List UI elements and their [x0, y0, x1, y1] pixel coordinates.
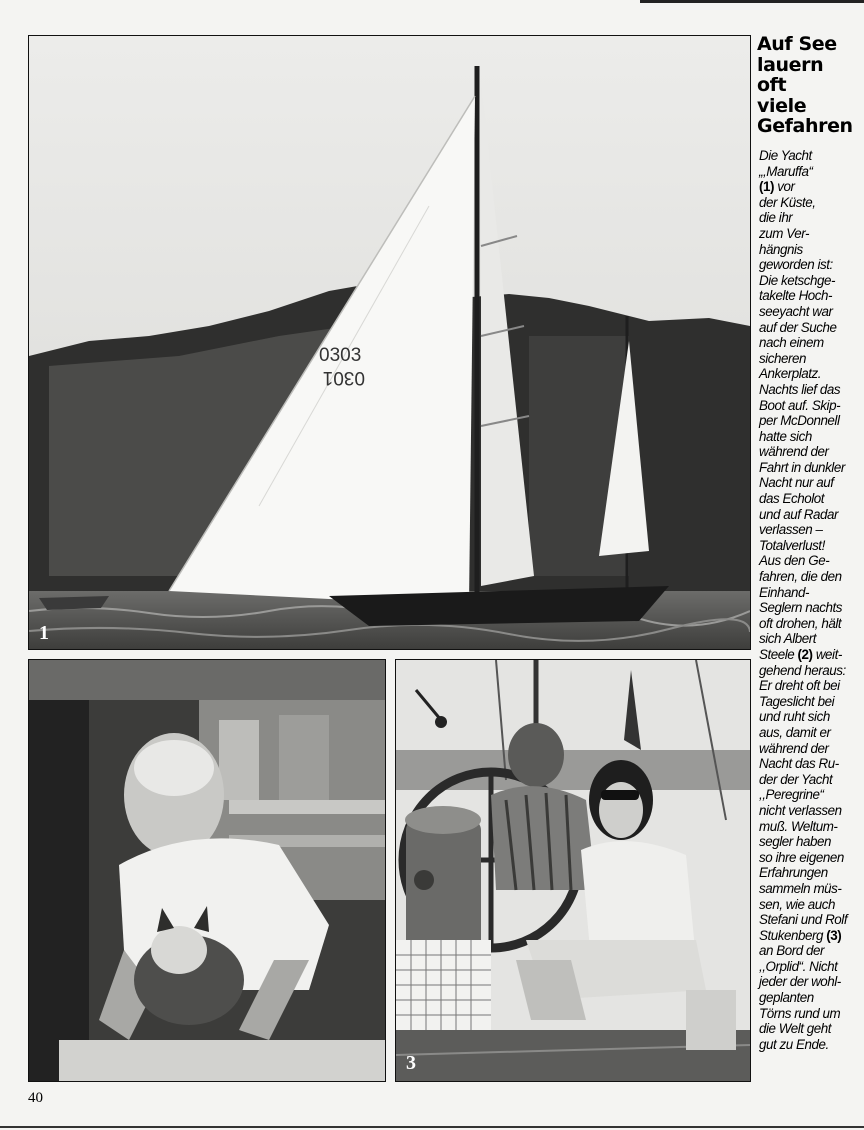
body-line: [759, 1021, 864, 1037]
body-line: [759, 475, 864, 491]
body-text-fragment: Einhand-: [759, 584, 810, 600]
headline-line: oft: [757, 74, 787, 96]
photo-reference: (2): [797, 647, 813, 662]
body-text-fragment: Die Yacht: [759, 148, 812, 163]
body-text-fragment: sammeln müs-: [759, 880, 842, 896]
photo-number-3: 3: [406, 1052, 416, 1074]
yacht-illustration: [29, 36, 750, 649]
body-text-fragment: oft drohen, hält: [759, 615, 842, 631]
body-text-fragment: vor: [774, 179, 795, 195]
body-text-fragment: weit-: [812, 647, 842, 662]
body-line: [759, 195, 864, 211]
body-text-fragment: Die ketschge-: [759, 272, 836, 288]
body-line: [759, 398, 864, 414]
body-line: [759, 631, 864, 647]
body-text-fragment: Stukenberg: [759, 927, 827, 943]
body-text-fragment: per McDonnell: [759, 413, 840, 429]
body-text-fragment: seeyacht war: [759, 303, 833, 319]
sail-number-top: 0303: [319, 345, 362, 366]
body-text-fragment: Seglern nachts: [759, 600, 843, 616]
body-line: [759, 164, 864, 180]
body-text-fragment: nach einem: [759, 335, 824, 351]
body-line: [759, 320, 864, 336]
article-headline: [757, 34, 864, 137]
body-text-fragment: Boot auf. Skip-: [759, 397, 841, 413]
body-text-fragment: Nacht das Ru-: [759, 756, 839, 772]
body-line: [759, 413, 864, 429]
photo-stukenberg-orplid: [395, 659, 751, 1082]
body-line: [759, 179, 864, 195]
body-line: [759, 210, 864, 226]
cabin-illustration: [29, 660, 385, 1081]
body-text-fragment: Nacht nur auf: [759, 475, 834, 491]
body-line: [759, 678, 864, 694]
body-text-fragment: takelte Hoch-: [759, 288, 833, 304]
body-text-fragment: während der: [759, 444, 829, 460]
body-text-fragment: gehend heraus:: [759, 662, 846, 678]
body-text-fragment: „,Maruffa“: [759, 163, 813, 179]
body-text-fragment: Tageslicht bei: [759, 693, 835, 709]
body-line: [759, 273, 864, 289]
body-line: [759, 382, 864, 398]
body-text-fragment: und auf Radar: [759, 506, 839, 522]
body-text-fragment: Fahrt in dunkler: [759, 459, 845, 475]
body-text-fragment: und ruht sich: [759, 709, 830, 725]
page-number: 40: [28, 1090, 43, 1106]
body-line: [759, 553, 864, 569]
body-text-fragment: ,,Orplid“. Nicht: [759, 958, 838, 974]
body-line: [759, 647, 864, 663]
body-line: [759, 304, 864, 320]
body-line: [759, 803, 864, 819]
body-line: [759, 865, 864, 881]
body-text-fragment: Stefani und Rolf: [759, 912, 848, 928]
bottom-rule: [0, 1126, 864, 1128]
body-text-fragment: geworden ist:: [759, 257, 833, 273]
body-text-fragment: nicht verlassen: [759, 802, 842, 818]
body-line: [759, 787, 864, 803]
body-line: [759, 616, 864, 632]
body-text-fragment: sen, wie auch: [759, 896, 836, 912]
body-line: [759, 974, 864, 990]
body-line: [759, 959, 864, 975]
body-line: [759, 288, 864, 304]
body-line: [759, 148, 864, 164]
body-line: [759, 897, 864, 913]
body-line: [759, 351, 864, 367]
body-line: [759, 444, 864, 460]
body-text-fragment: verlassen –: [759, 522, 823, 538]
body-line: [759, 1006, 864, 1022]
body-text-fragment: die Welt geht: [759, 1021, 832, 1037]
body-line: [759, 694, 864, 710]
body-line: [759, 491, 864, 507]
body-line: [759, 756, 864, 772]
body-line: [759, 850, 864, 866]
body-text-fragment: während der: [759, 740, 829, 756]
headline-line: viele: [757, 94, 807, 117]
top-rule: [640, 0, 864, 3]
body-text-fragment: Er dreht oft bei: [759, 678, 840, 694]
headline-line: lauern: [757, 53, 824, 76]
body-line: [759, 242, 864, 258]
body-text-fragment: sicheren: [759, 350, 807, 366]
body-line: [759, 257, 864, 273]
body-line: [759, 912, 864, 928]
body-text-fragment: aus, damit er: [759, 724, 831, 740]
body-text-fragment: gut zu Ende.: [759, 1036, 829, 1052]
body-line: [759, 1037, 864, 1053]
body-text-fragment: hatte sich: [759, 428, 812, 444]
body-text-fragment: jeder der wohl-: [759, 974, 841, 990]
photo-yacht-maruffa: [28, 35, 751, 650]
body-text-fragment: der Küste,: [759, 194, 816, 210]
photo-albert-steele: [28, 659, 386, 1082]
body-text-fragment: muß. Weltum-: [759, 818, 838, 834]
body-text-fragment: das Echolot: [759, 491, 825, 507]
body-text-fragment: auf der Suche: [759, 319, 837, 335]
body-line: [759, 834, 864, 850]
headline-line: Auf See: [757, 33, 837, 55]
body-text-fragment: geplanten: [759, 990, 814, 1006]
body-text-fragment: ,,Peregrine“: [759, 787, 824, 803]
body-line: [759, 663, 864, 679]
body-line: [759, 460, 864, 476]
body-line: [759, 226, 864, 242]
body-line: [759, 538, 864, 554]
body-text-fragment: Steele: [759, 647, 798, 662]
photo-reference: (3): [826, 927, 842, 943]
body-text-fragment: Nachts lief das: [759, 381, 841, 397]
body-text-fragment: sich Albert: [759, 631, 817, 647]
body-line: [759, 709, 864, 725]
body-line: [759, 522, 864, 538]
body-text-fragment: der der Yacht: [759, 771, 833, 787]
photo-reference: (1): [759, 179, 775, 195]
article-body: [759, 148, 864, 1052]
body-text-fragment: fahren, die den: [759, 569, 842, 585]
body-line: [759, 881, 864, 897]
body-text-fragment: segler haben: [759, 834, 832, 850]
body-line: [759, 366, 864, 382]
body-text-fragment: Erfahrungen: [759, 865, 828, 881]
body-line: [759, 600, 864, 616]
body-text-fragment: Totalverlust!: [759, 537, 825, 553]
body-text-fragment: die ihr: [759, 210, 793, 226]
body-line: [759, 741, 864, 757]
photo-number-1: 1: [39, 622, 49, 644]
body-text-fragment: hängnis: [759, 241, 803, 257]
body-line: [759, 772, 864, 788]
body-line: [759, 943, 864, 959]
body-line: [759, 725, 864, 741]
body-line: [759, 569, 864, 585]
body-text-fragment: Aus den Ge-: [759, 553, 830, 569]
body-line: [759, 819, 864, 835]
body-line: [759, 585, 864, 601]
headline-line: Gefahren: [757, 115, 853, 137]
sail-number-bottom: 0301: [322, 367, 365, 388]
body-text-fragment: so ihre eigenen: [759, 849, 844, 865]
body-line: [759, 429, 864, 445]
body-text-fragment: Törns rund um: [759, 1005, 841, 1021]
body-text-fragment: an Bord der: [759, 943, 825, 959]
body-line: [759, 990, 864, 1006]
helm-illustration: [396, 660, 750, 1081]
body-line: [759, 507, 864, 523]
body-text-fragment: Ankerplatz.: [759, 366, 822, 382]
body-line: [759, 928, 864, 944]
body-text-fragment: zum Ver-: [759, 225, 809, 241]
body-line: [759, 335, 864, 351]
